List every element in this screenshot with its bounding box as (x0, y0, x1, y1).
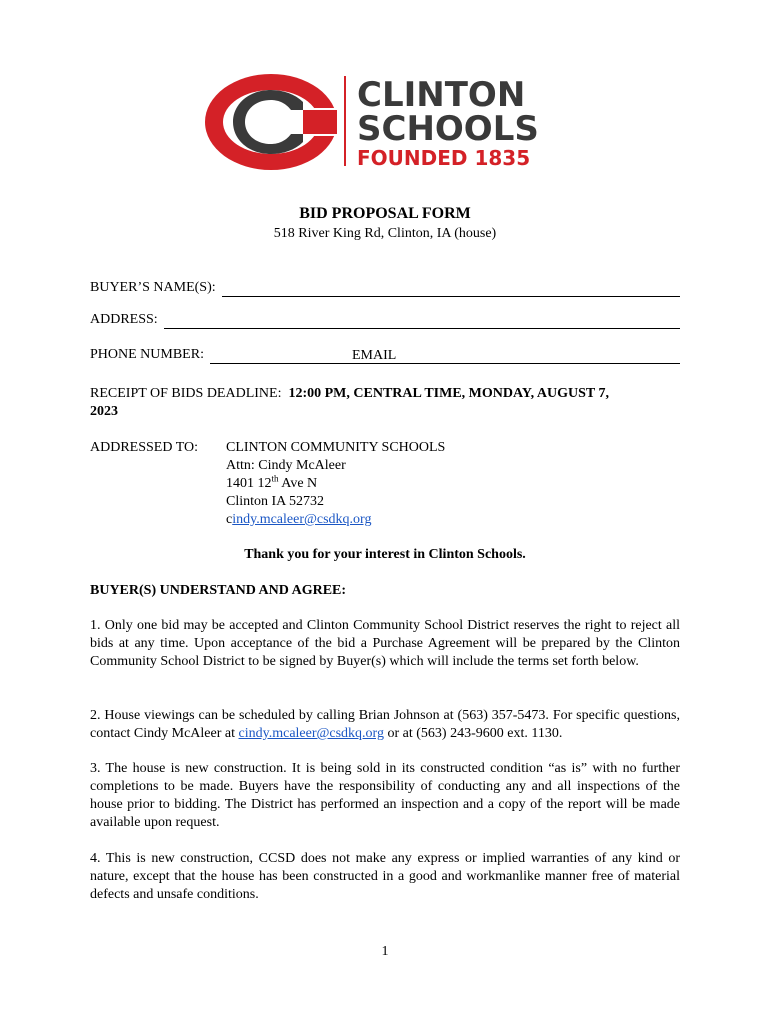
phone-label: PHONE NUMBER: (90, 347, 204, 362)
buyer-name-blank[interactable] (222, 280, 680, 297)
deadline-value: 12:00 PM, CENTRAL TIME, MONDAY, AUGUST 7, (288, 386, 609, 401)
property-address: 518 River King Rd, Clinton, IA (house) (273, 226, 497, 241)
terms-item-3: 3. The house is new construction. It is being sold in its constructed condition “as is” with no further completions to be made. Buyers have the responsibility of conducting any and all inspections of the house prior to bidding. The District has performed an inspection and a copy of the report will be made available upon request. (90, 761, 680, 830)
address-field (90, 309, 680, 329)
buyer-name-field (90, 277, 680, 297)
recipient-street: 1401 12th Ave N (226, 473, 318, 491)
phone-blank[interactable] (210, 347, 352, 364)
email-blank[interactable] (352, 347, 680, 364)
address-label: ADDRESS: (90, 312, 158, 327)
buyer-name-label: BUYER’S NAME(S): (90, 280, 216, 295)
page-number: 1 (381, 944, 389, 959)
terms-item-2: 2. House viewings can be scheduled by calling Brian Johnson at (563) 357-5473. For specific questions, contact Cindy McAleer at cindy.mcaleer@csdkq.org or at (563) 243-9600 ext. 1130. (90, 708, 680, 741)
recipient-attn: Attn: Cindy McAleer (226, 458, 346, 473)
recipient-email-link[interactable]: indy.mcaleer@csdkq.org (232, 512, 372, 527)
contact-email-link[interactable]: cindy.mcaleer@csdkq.org (238, 726, 384, 741)
thank-you-note: Thank you for your interest in Clinton Schools. (244, 547, 526, 562)
phone-email-field (90, 344, 680, 364)
addressed-to-label: ADDRESSED TO: (90, 440, 199, 455)
email-label: EMAIL (351, 348, 397, 363)
terms-item-1: 1. Only one bid may be accepted and Clinton Community School District reserves the right to reject all bids at any time. Upon acceptance of the bid a Purchase Agreement will be prepared by the Clinton Community School District to be signed by Buyer(s) which will include the terms set forth below. (90, 618, 680, 669)
clinton-schools-logo (203, 72, 573, 172)
recipient-email: cindy.mcaleer@csdkq.org (226, 512, 372, 527)
agree-heading: BUYER(S) UNDERSTAND AND AGREE: (90, 583, 347, 598)
logo-line3: FOUNDED 1835 (357, 146, 531, 170)
logo-line1: CLINTON (357, 75, 526, 115)
terms-item-4: 4. This is new construction, CCSD does not make any express or implied warranties of any kind or nature, except that the house has been constructed in a good and workmanlike manner free of material defects and unsafe conditions. (90, 851, 680, 902)
form-title: BID PROPOSAL FORM (299, 205, 471, 222)
deadline-paragraph (90, 385, 680, 421)
address-blank[interactable] (164, 312, 680, 329)
deadline-year: 2023 (90, 404, 118, 419)
deadline-label: RECEIPT OF BIDS DEADLINE: (90, 386, 282, 401)
logo-line2: SCHOOLS (357, 109, 539, 149)
recipient-city: Clinton IA 52732 (226, 494, 325, 509)
recipient-org: CLINTON COMMUNITY SCHOOLS (226, 440, 446, 455)
